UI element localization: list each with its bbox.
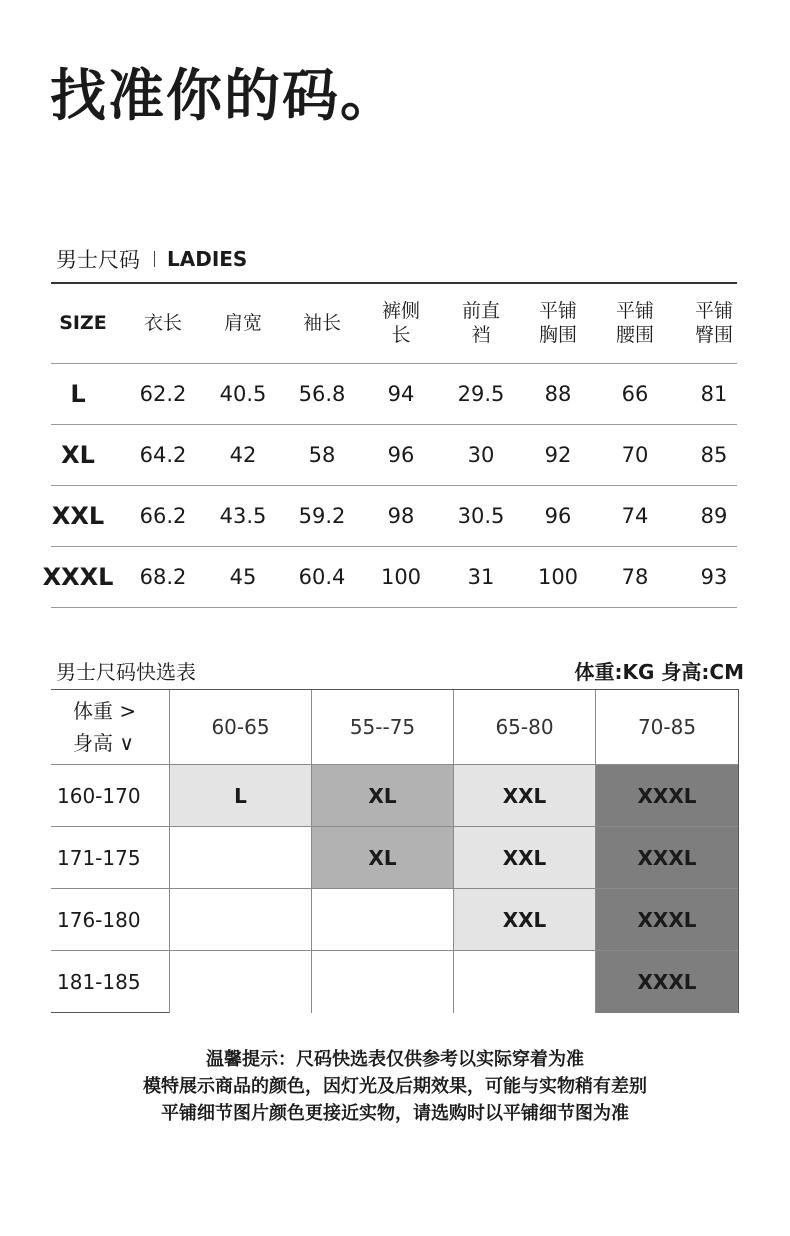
size-table-header-cell: 袖长	[302, 311, 341, 334]
quick-table-corner	[51, 690, 170, 765]
size-value: 42	[229, 442, 257, 467]
size-value: 64.2	[139, 442, 187, 467]
size-value: 66.2	[139, 503, 187, 528]
size-chart-heading	[56, 244, 247, 274]
size-label: XL	[61, 441, 95, 469]
size-value: 30.5	[457, 503, 505, 528]
heading-divider	[154, 251, 155, 267]
size-value: 59.2	[298, 503, 346, 528]
size-value: 81	[700, 381, 728, 406]
size-recommendation-cell: XXXL	[596, 951, 739, 1013]
size-table-header-cell: 前直 裆	[461, 299, 500, 346]
size-recommendation-cell: XXL	[454, 889, 596, 951]
size-value: 85	[700, 442, 728, 467]
height-range-label: 160-170	[51, 765, 170, 827]
size-value: 96	[387, 442, 415, 467]
size-table-header-cell: 衣长	[143, 311, 182, 334]
quick-select-table	[51, 689, 739, 1013]
size-recommendation-cell	[170, 889, 312, 951]
size-value: 100	[380, 564, 422, 589]
note-line: 模特展示商品的颜色，因灯光及后期效果，可能与实物稍有差别	[143, 1076, 647, 1097]
size-value: 96	[544, 503, 572, 528]
size-chart-label-en: LADIES	[167, 247, 248, 271]
size-value: 56.8	[298, 381, 346, 406]
size-recommendation-cell: XXXL	[596, 827, 739, 889]
size-recommendation-cell: XXXL	[596, 765, 739, 827]
size-table-header-cell: 平铺 腰围	[615, 299, 654, 346]
size-label: XXXL	[42, 563, 114, 591]
size-value: 40.5	[219, 381, 267, 406]
size-table-header-cell: SIZE	[59, 311, 107, 334]
size-value: 89	[700, 503, 728, 528]
size-value: 31	[467, 564, 495, 589]
weight-range-header: 65-80	[454, 690, 596, 765]
size-value: 92	[544, 442, 572, 467]
note-line: 平铺细节图片颜色更接近实物，请选购时以平铺细节图为准	[161, 1103, 629, 1124]
size-value: 100	[537, 564, 579, 589]
size-table-header-cell: 平铺 臀围	[694, 299, 733, 346]
size-chart-label-cn: 男士尺码	[56, 248, 140, 272]
size-table-row	[42, 547, 737, 608]
weight-range-header: 60-65	[170, 690, 312, 765]
size-value: 70	[621, 442, 649, 467]
size-recommendation-cell	[312, 951, 454, 1013]
notes-block	[0, 1046, 790, 1127]
size-value: 98	[387, 503, 415, 528]
size-table-row	[51, 486, 737, 547]
size-value: 62.2	[139, 381, 187, 406]
size-label: L	[70, 380, 86, 408]
size-value: 60.4	[298, 564, 346, 589]
size-recommendation-cell: XXXL	[596, 889, 739, 951]
size-value: 45	[229, 564, 257, 589]
size-recommendation-cell	[454, 951, 596, 1013]
size-value: 68.2	[139, 564, 187, 589]
height-range-label: 176-180	[51, 889, 170, 951]
size-recommendation-cell: XXL	[454, 765, 596, 827]
weight-axis-label: 体重 >	[73, 699, 137, 723]
size-table-row	[51, 425, 737, 486]
size-recommendation-cell	[312, 889, 454, 951]
size-label: XXL	[51, 502, 105, 530]
size-recommendation-cell: XL	[312, 765, 454, 827]
size-value: 93	[700, 564, 728, 589]
note-line: 温馨提示：尺码快选表仅供参考以实际穿着为准	[206, 1049, 584, 1070]
size-recommendation-cell: XL	[312, 827, 454, 889]
size-value: 58	[308, 442, 336, 467]
size-value: 66	[621, 381, 649, 406]
size-table-header-cell: 平铺 胸围	[538, 299, 577, 346]
page-title: 找准你的码。	[50, 64, 398, 129]
height-axis-label: 身高 ∨	[73, 731, 134, 755]
size-table-header-cell: 肩宽	[223, 311, 262, 334]
size-table-header-cell: 裤侧 长	[381, 299, 420, 346]
height-range-label: 181-185	[51, 951, 170, 1013]
size-recommendation-cell	[170, 827, 312, 889]
size-value: 88	[544, 381, 572, 406]
units-label: 体重:KG 身高:CM	[574, 660, 744, 684]
size-table-header-row	[51, 284, 737, 364]
size-value: 30	[467, 442, 495, 467]
size-value: 94	[387, 381, 415, 406]
size-table	[42, 284, 737, 608]
size-value: 43.5	[219, 503, 267, 528]
size-value: 78	[621, 564, 649, 589]
weight-range-header: 55--75	[312, 690, 454, 765]
quick-select-heading: 男士尺码快选表	[56, 660, 196, 684]
size-recommendation-cell	[170, 951, 312, 1013]
weight-range-header: 70-85	[596, 690, 739, 765]
size-recommendation-cell: XXL	[454, 827, 596, 889]
height-range-label: 171-175	[51, 827, 170, 889]
size-table-row	[51, 364, 737, 425]
size-value: 74	[621, 503, 649, 528]
size-value: 29.5	[457, 381, 505, 406]
size-recommendation-cell: L	[170, 765, 312, 827]
